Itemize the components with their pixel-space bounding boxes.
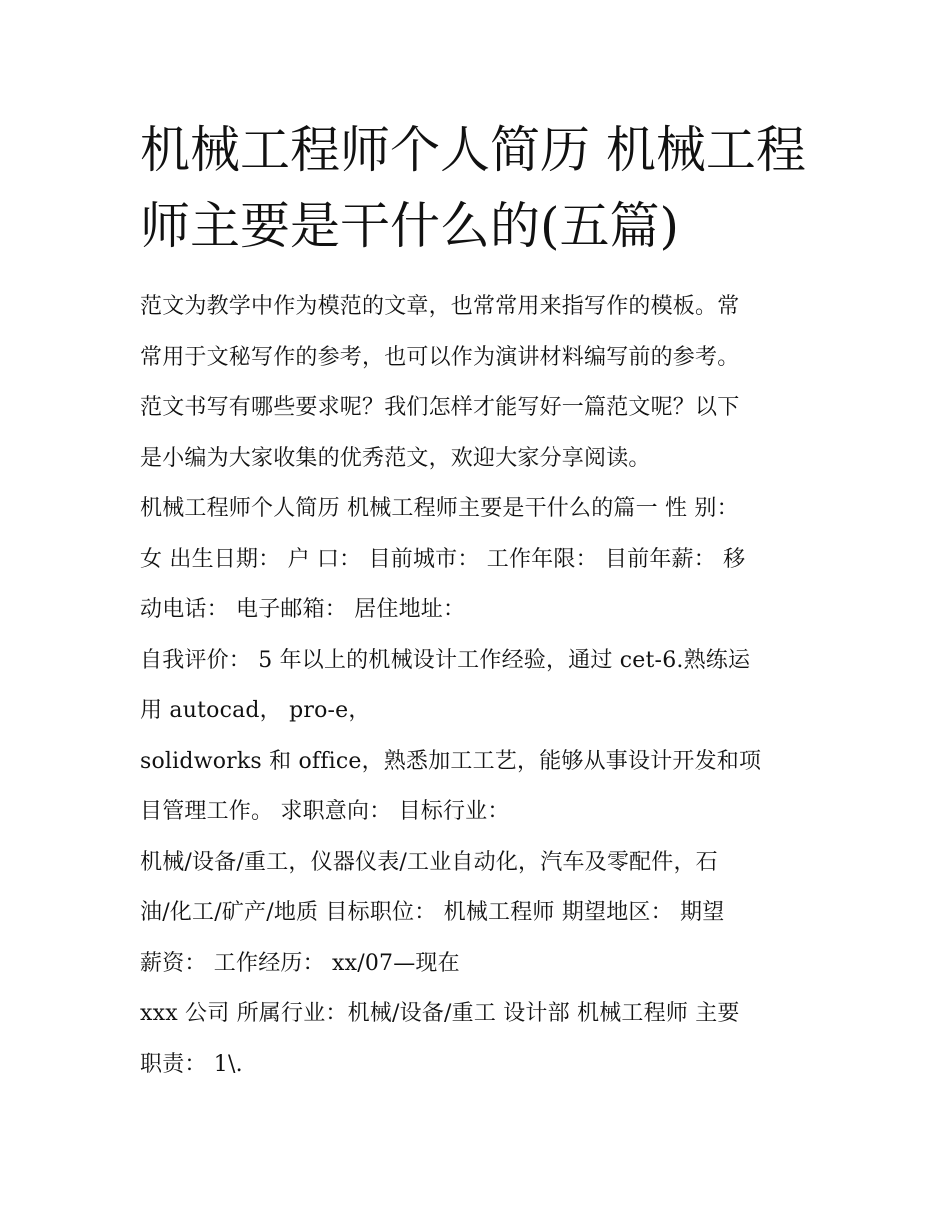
text-line: 油/化工/矿产/地质 目标职位： 机械工程师 期望地区： 期望 <box>140 900 725 925</box>
text-line: 用 autocad， pro-e， <box>140 698 371 723</box>
text-line: 机械工程师个人简历 机械工程师主要是干什么的篇一 性 别： <box>140 496 739 521</box>
text-line: 范文书写有哪些要求呢？我们怎样才能写好一篇范文呢？以下 <box>140 395 740 420</box>
work-experience-paragraph <box>140 989 820 1090</box>
intro-paragraph <box>140 282 820 484</box>
text-line: 目管理工作。 求职意向： 目标行业： <box>140 799 510 824</box>
text-line: 常用于文秘写作的参考，也可以作为演讲材料编写前的参考。 <box>140 344 740 370</box>
text-line: 是小编为大家收集的优秀范文，欢迎大家分享阅读。 <box>140 445 651 471</box>
text-line: 职责： 1\. <box>140 1051 243 1077</box>
text-line: 自我评价： 5 年以上的机械设计工作经验，通过 cet-6.熟练运 <box>140 647 751 673</box>
text-line: xxx 公司 所属行业：机械/设备/重工 设计部 机械工程师 主要 <box>140 1001 740 1026</box>
title-line: 机械工程师个人简历 机械工程 <box>140 121 806 179</box>
title-line: 师主要是干什么的(五篇) <box>140 197 680 255</box>
text-line: 机械/设备/重工，仪器仪表/工业自动化，汽车及零配件，石 <box>140 849 718 875</box>
personal-info-paragraph <box>140 484 820 636</box>
job-target-paragraph <box>140 838 820 990</box>
document-title <box>140 112 820 264</box>
text-line: 动电话： 电子邮箱： 居住地址： <box>140 597 466 622</box>
document-page <box>140 112 820 1090</box>
text-line: 薪资： 工作经历： xx/07—现在 <box>140 950 460 976</box>
self-evaluation-paragraph <box>140 636 820 737</box>
text-line: solidworks 和 office，熟悉加工工艺，能够从事设计开发和项 <box>140 748 762 774</box>
text-line: 女 出生日期： 户 口： 目前城市： 工作年限： 目前年薪： 移 <box>140 546 746 572</box>
skills-paragraph <box>140 737 820 838</box>
text-line: 范文为教学中作为模范的文章，也常常用来指写作的模板。常 <box>140 294 740 319</box>
